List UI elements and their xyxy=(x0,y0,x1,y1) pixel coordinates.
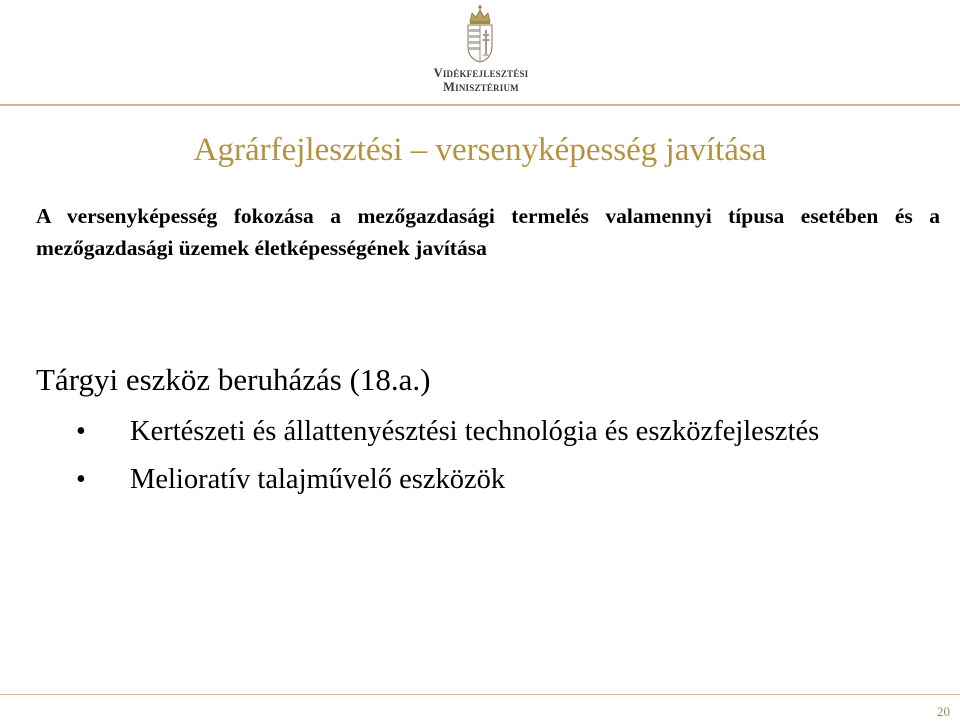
ministry-name-line2: Minisztérium xyxy=(443,80,519,94)
header-divider xyxy=(0,104,960,106)
list-item xyxy=(36,462,936,498)
slide-header xyxy=(0,0,960,104)
bullet-list xyxy=(36,414,936,510)
footer-divider xyxy=(0,694,960,695)
list-item xyxy=(36,414,936,450)
slide-title: Agrárfejlesztési – versenyképesség javítása xyxy=(193,132,767,168)
bullet-icon: • xyxy=(76,464,86,495)
page-number: 20 xyxy=(937,704,950,719)
hungarian-coat-of-arms-icon xyxy=(460,4,500,64)
list-item-text: Melioratív talajművelő eszközök xyxy=(130,464,506,495)
list-item-text: Kertészeti és állattenyésztési technológia és eszközfejlesztés xyxy=(130,416,820,447)
bullet-icon: • xyxy=(76,416,86,447)
section-subheading: Tárgyi eszköz beruházás (18.a.) xyxy=(36,362,431,397)
ministry-logo-text xyxy=(406,66,556,94)
lead-paragraph: A versenyképesség fokozása a mezőgazdasági termelés valamennyi típusa esetében és a mezőgazdasági üzemek életképességének javítása xyxy=(36,204,940,260)
ministry-name-line1: Vidékfejlesztési xyxy=(433,66,529,80)
